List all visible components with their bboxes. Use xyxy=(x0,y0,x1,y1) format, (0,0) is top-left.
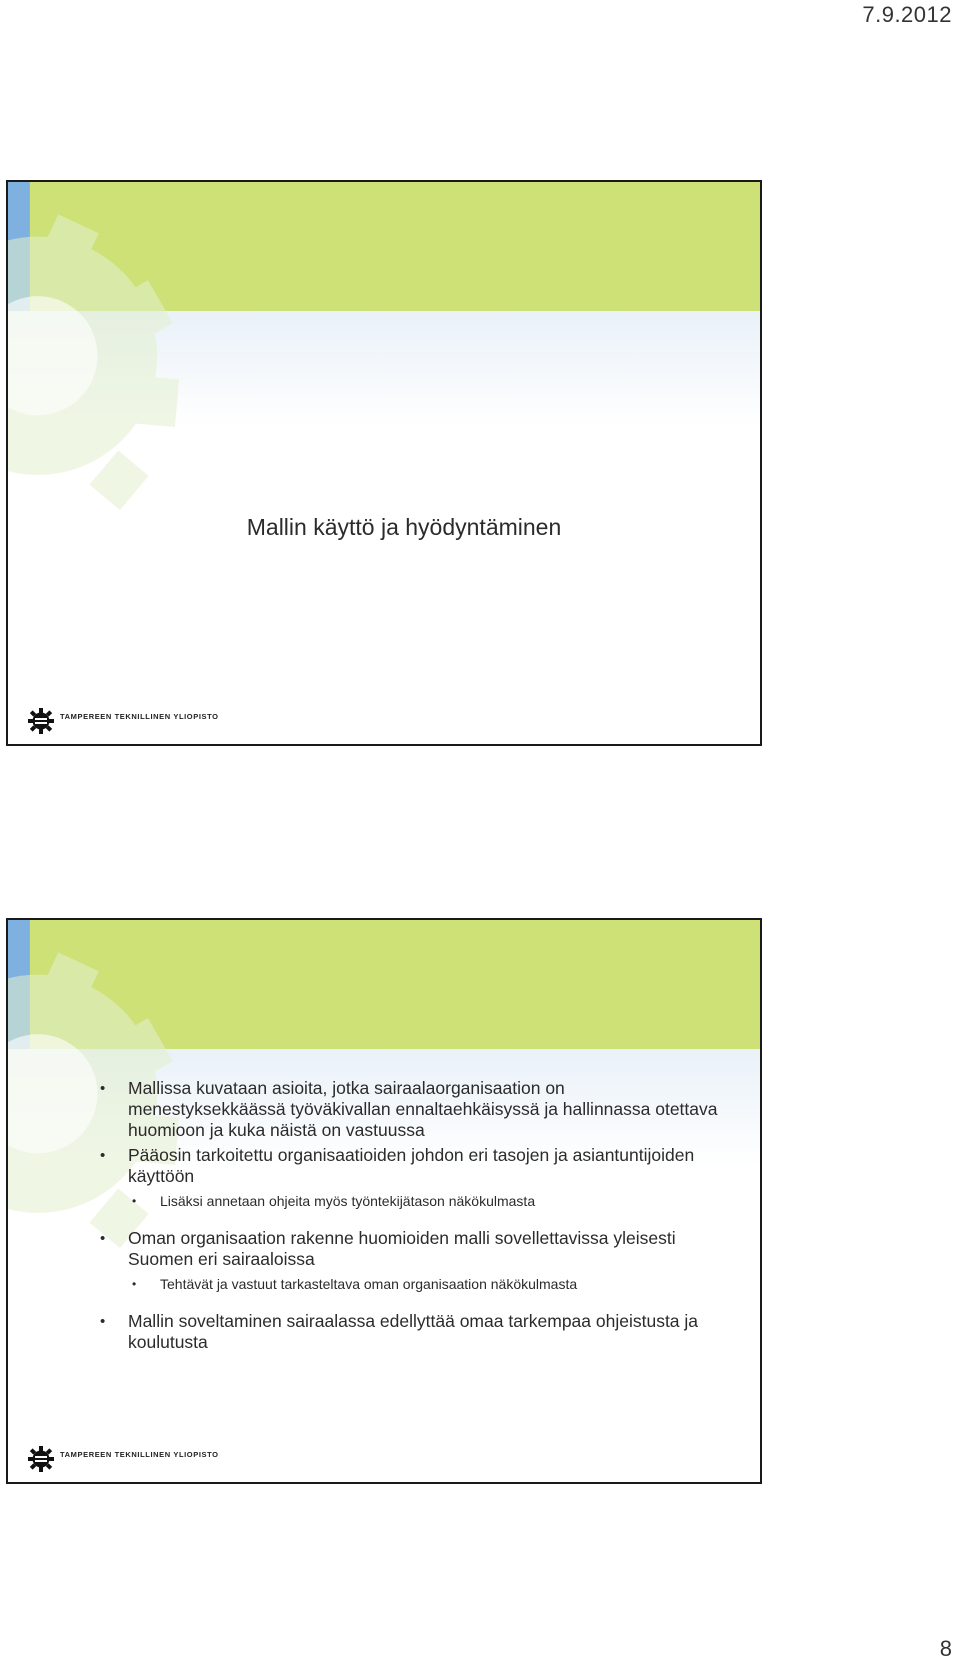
bullet-item: • Oman organisaation rakenne huomioiden malli sovellettavissa yleisesti Suomen eri sairaaloissa xyxy=(100,1228,720,1270)
bullet-item: • Pääosin tarkoitettu organisaatioiden johdon eri tasojen ja asiantuntijoiden käyttöön xyxy=(100,1145,720,1187)
slide-title-slide xyxy=(6,180,762,746)
slide-content xyxy=(6,918,762,1484)
page-date: 7.9.2012 xyxy=(862,2,952,27)
tut-gear-logo-icon xyxy=(28,708,54,734)
tut-gear-logo-icon xyxy=(28,1446,54,1472)
slide-background xyxy=(8,182,760,744)
bullet-item: • Mallissa kuvataan asioita, jotka sairaalaorganisaation on menestyksekkäässä työväkivallan ennaltaehkäisyssä ja hallinnassa otettava huomioon ja kuka näistä on vastuussa xyxy=(100,1078,720,1141)
tut-logo xyxy=(28,1446,219,1472)
logo-text: TAMPEREEN TEKNILLINEN YLIOPISTO xyxy=(60,1449,219,1459)
sub-bullet-item: • Lisäksi annetaan ohjeita myös työntekijätason näkökulmasta xyxy=(100,1192,720,1210)
logo-text: TAMPEREEN TEKNILLINEN YLIOPISTO xyxy=(60,711,219,721)
slide-title: Mallin käyttö ja hyödyntäminen xyxy=(246,514,562,540)
bullet-list xyxy=(100,1078,720,1353)
tut-logo xyxy=(28,708,219,734)
sub-bullet-item: • Tehtävät ja vastuut tarkasteltava oman organisaation näkökulmasta xyxy=(100,1275,720,1293)
page-number: 8 xyxy=(939,1636,952,1661)
bullet-item: • Mallin soveltaminen sairaalassa edellyttää omaa tarkempaa ohjeistusta ja koulutusta xyxy=(100,1311,720,1353)
